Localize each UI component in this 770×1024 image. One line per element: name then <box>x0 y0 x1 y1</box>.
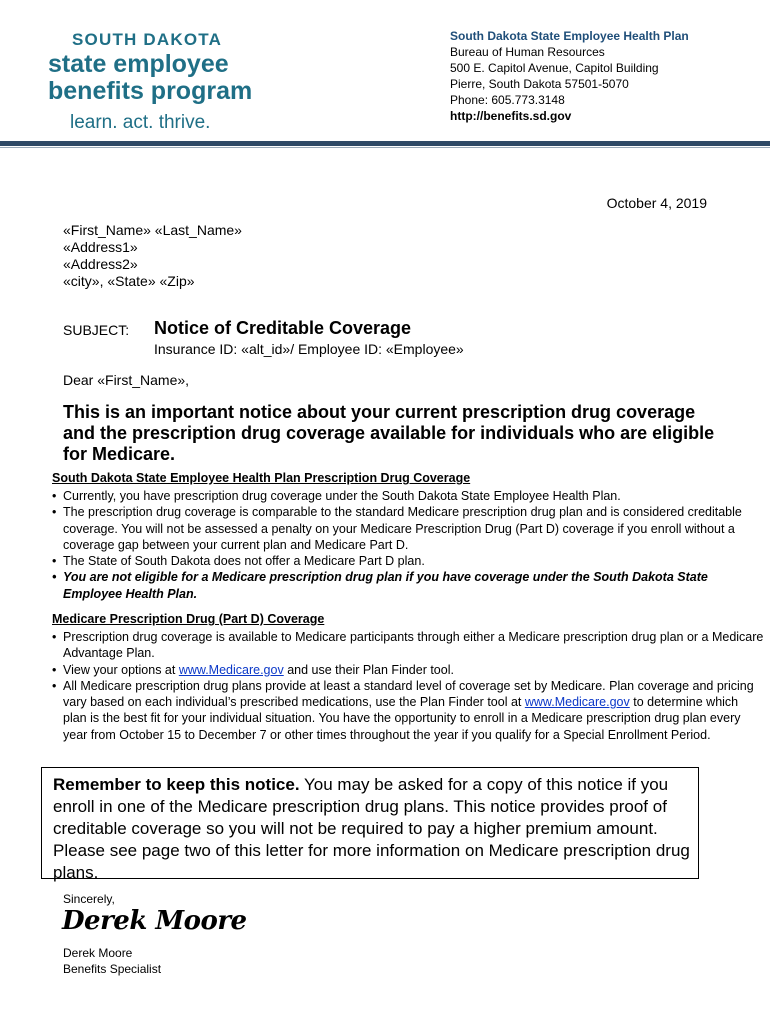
subject-ids: Insurance ID: «alt_id»/ Employee ID: «Employee» <box>154 341 464 357</box>
keep-notice-text: You may be asked for a copy of this notice if you enroll in one of the Medicare prescription drug plans. This notice provides proof of creditable coverage so you will not be required to pay a higher premium amount. Please see page two of this letter for more information on Medicare prescription drug plans. <box>53 775 690 882</box>
logo-state-name: SOUTH DAKOTA <box>72 30 223 49</box>
section-heading-part-d: Medicare Prescription Drug (Part D) Coverage <box>52 612 325 626</box>
sender-phone: Phone: 605.773.3148 <box>450 93 565 107</box>
signer-name: Derek Moore <box>63 946 133 960</box>
item-text: and use their Plan Finder tool. <box>283 662 454 677</box>
sender-city: Pierre, South Dakota 57501-5070 <box>450 77 629 91</box>
closing-sincerely: Sincerely, <box>63 892 115 906</box>
keep-notice-bold: Remember to keep this notice. <box>53 775 300 794</box>
list-item-view-options <box>52 662 764 678</box>
notice-headline: This is an important notice about your current prescription drug coverage and the prescription drug coverage available for individuals who are eligible for Medicare. <box>63 402 715 464</box>
header-divider <box>0 141 770 146</box>
list-item: • Prescription drug coverage is available to Medicare participants through either a Medicare prescription drug plan or a Medicare Advantage Plan. <box>52 629 764 662</box>
list-item: • Currently, you have prescription drug coverage under the South Dakota State Employee Health Plan. <box>52 488 764 504</box>
list-item: • The State of South Dakota does not offer a Medicare Part D plan. <box>52 553 764 569</box>
recipient-address1: «Address1» <box>63 239 138 255</box>
keep-notice-box <box>41 767 699 882</box>
handwritten-signature: Derek Moore <box>62 906 247 936</box>
plan-coverage-list <box>52 488 764 602</box>
section-heading-plan-coverage: South Dakota State Employee Health Plan Prescription Drug Coverage <box>52 471 471 485</box>
recipient-address-block <box>63 222 242 290</box>
logo-tagline: learn. act. thrive. <box>70 112 211 133</box>
letter-date: October 4, 2019 <box>606 195 707 211</box>
header-divider-thin <box>0 147 770 148</box>
item-text: to determine which plan is the best fit for your individual situation. You have the opportunity to enroll in a Medicare prescription drug plan every year from October 15 to December 7 or other times throughout the year if you qualify for a Special Enrollment Period. <box>63 695 741 742</box>
medicare-gov-link[interactable]: www.Medicare.gov <box>178 662 284 677</box>
subject-title: Notice of Creditable Coverage <box>154 318 412 338</box>
sender-organization: South Dakota State Employee Health Plan <box>450 29 689 43</box>
item-text: View your options at <box>63 662 179 677</box>
recipient-name: «First_Name» «Last_Name» <box>63 222 242 238</box>
signer-block <box>63 945 161 977</box>
recipient-address2: «Address2» <box>63 256 138 272</box>
signer-title: Benefits Specialist <box>63 962 162 976</box>
list-item-not-eligible: • You are not eligible for a Medicare prescription drug plan if you have coverage under the South Dakota State Employee Health Plan. <box>52 569 764 602</box>
medicare-gov-link[interactable]: www.Medicare.gov <box>524 695 630 710</box>
logo-line-state-employee: state employee <box>48 50 229 78</box>
list-item: • The prescription drug coverage is comparable to the standard Medicare prescription drug plan and is considered creditable coverage. You will not be assessed a penalty on your Medicare Prescription Drug (Part D) coverage if you enroll without a coverage gap between your current plan and Medicare Part D. <box>52 504 764 553</box>
subject-label: SUBJECT: <box>63 322 130 338</box>
sender-website-link[interactable]: http://benefits.sd.gov <box>450 109 572 123</box>
recipient-city-line: «city», «State» «Zip» <box>63 273 195 289</box>
part-d-coverage-list <box>52 629 764 743</box>
salutation: Dear «First_Name», <box>63 372 190 388</box>
sender-department: Bureau of Human Resources <box>450 45 605 59</box>
sender-address-block <box>450 28 689 124</box>
sender-street: 500 E. Capitol Avenue, Capitol Building <box>450 61 659 75</box>
item-text: All Medicare prescription drug plans provide at least a standard level of coverage set by Medicare. Plan coverage and pricing vary based on each individual’s prescribed medications, use the Plan Finder tool at <box>63 678 754 710</box>
logo-line-benefits-program: benefits program <box>48 77 253 105</box>
list-item-plan-finder <box>52 678 764 743</box>
